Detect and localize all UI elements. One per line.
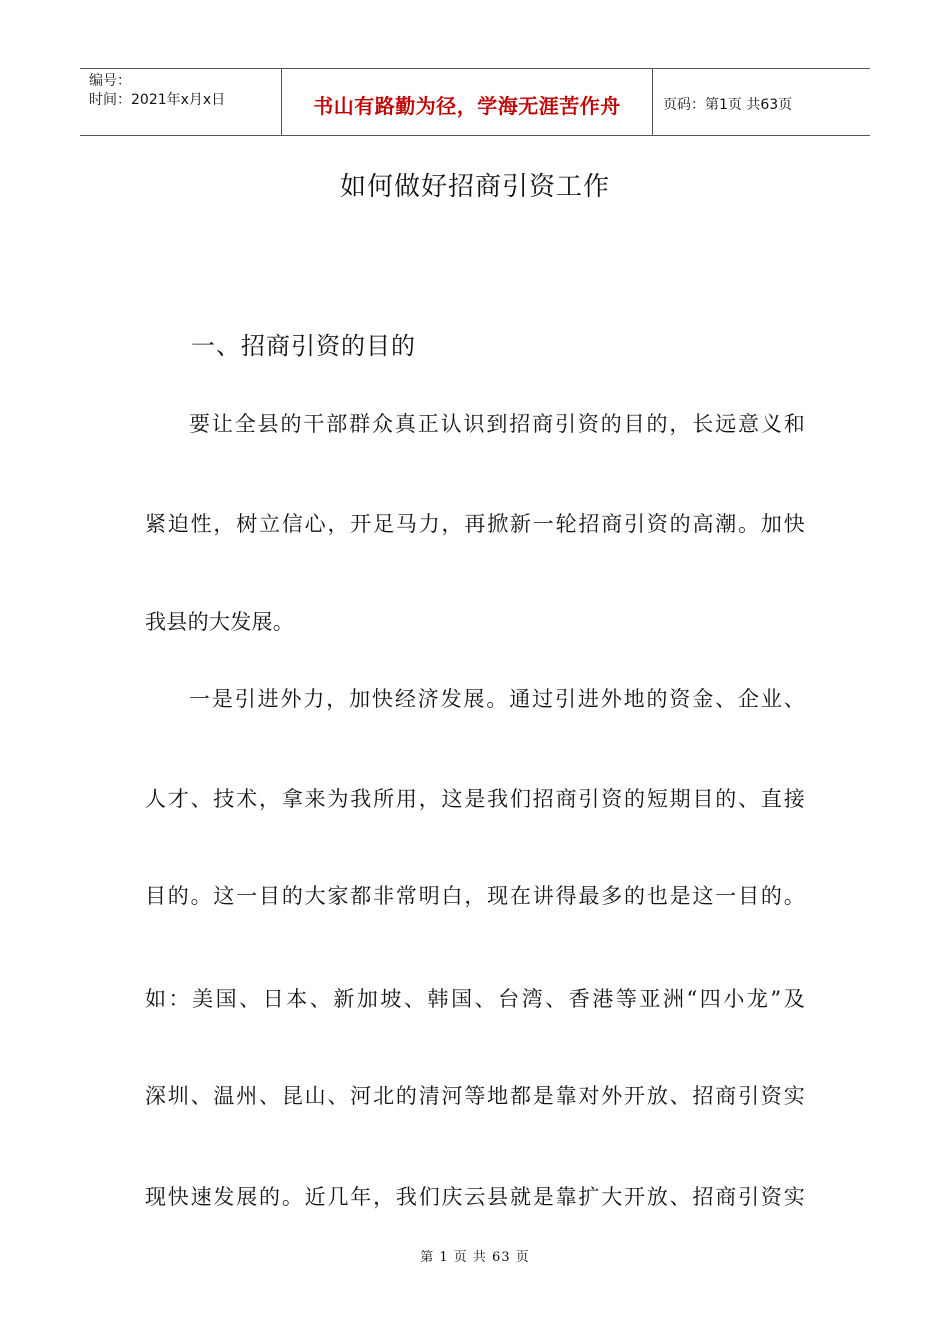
document-time-label: 时间：2021年x月x日 [89, 92, 226, 108]
header-page-info: 页码：第1页 共63页 [663, 97, 793, 113]
header-motto-cell [282, 69, 653, 135]
header-page-cell [653, 69, 870, 135]
header-meta-cell [80, 69, 282, 135]
header-motto: 书山有路勤为径，学海无涯苦作舟 [313, 93, 621, 118]
body-line: 现快速发展的。近几年，我们庆云县就是靠扩大开放、招商引资实 [145, 1185, 805, 1209]
body-line: 一是引进外力，加快经济发展。通过引进外地的资金、企业、 [189, 687, 805, 711]
header-table [80, 68, 870, 136]
document-number-label: 编号： [89, 73, 131, 89]
body-line: 深圳、温州、昆山、河北的清河等地都是靠对外开放、招商引资实 [145, 1084, 805, 1108]
body-line: 我县的大发展。 [145, 610, 295, 634]
section-heading: 一、招商引资的目的 [191, 332, 416, 360]
body-line: 如：美国、日本、新加坡、韩国、台湾、香港等亚洲“四小龙”及 [145, 987, 805, 1011]
body-line: 紧迫性，树立信心，开足马力，再掀新一轮招商引资的高潮。加快 [145, 512, 805, 536]
body-line: 要让全县的干部群众真正认识到招商引资的目的，长远意义和 [189, 412, 805, 436]
body-line: 人才、技术，拿来为我所用，这是我们招商引资的短期目的、直接 [145, 787, 805, 811]
page-footer: 第 1 页 共 63 页 [420, 1250, 530, 1265]
document-title: 如何做好招商引资工作 [339, 172, 610, 202]
body-line: 目的。这一目的大家都非常明白，现在讲得最多的也是这一目的。 [145, 884, 805, 908]
